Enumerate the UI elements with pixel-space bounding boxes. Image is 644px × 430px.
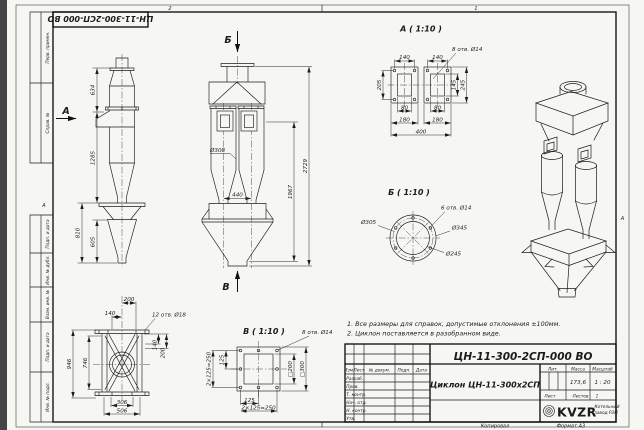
paper: [7, 0, 644, 430]
dim-text: 125: [219, 354, 226, 366]
holes-note: 8 отв. Ø14: [302, 330, 333, 336]
holes-note: 6 отв. Ø14: [441, 205, 472, 212]
doc-number: ЦН-11-300-2СП-000 ВО: [453, 350, 593, 363]
dim-text: 605: [90, 236, 97, 248]
logo-text: KVZR: [557, 404, 597, 420]
sheets-label: Листов: [572, 394, 589, 400]
margin-field-label: Инв. № дубл.: [46, 255, 51, 285]
zone-number-left: 2: [168, 6, 172, 13]
dim-text: 440: [232, 192, 243, 199]
row-razrab: Разраб.: [346, 377, 364, 382]
row-utv: Утв.: [346, 417, 356, 422]
col-podp: Подп.: [397, 368, 411, 374]
dim-text: 810: [75, 227, 82, 239]
scan-edge: [0, 0, 7, 430]
detail-title: Б ( 1:10 ): [388, 188, 430, 197]
company-name-line1: Котельный: [594, 405, 620, 410]
format-label: Формат А3: [556, 423, 586, 430]
dim-text: 80: [433, 105, 442, 112]
row-prov: Пров.: [346, 385, 359, 390]
col-izm: Изм.: [344, 368, 355, 374]
dim-text: 1967: [287, 184, 294, 200]
dim-text: 746: [82, 357, 89, 369]
scale-label: Масштаб: [592, 367, 613, 373]
holes-note: 8 отв. Ø14: [452, 47, 483, 53]
dim-text: 140: [104, 311, 116, 317]
company-name-line2: завод РЭП: [594, 411, 618, 416]
dim-text: Ø245: [446, 251, 462, 258]
dim-text: 2729: [302, 158, 309, 174]
dim-text: 145: [451, 79, 458, 91]
dim-text: 205: [376, 79, 383, 91]
dim-text: 1285: [90, 150, 97, 166]
margin-field-label: Подп. и дата: [46, 219, 51, 249]
margin-field-label: Взам. инв. №: [46, 289, 51, 320]
stamp-doc-number: ЦН-11-300-2СП-000 ВО: [47, 14, 154, 24]
sheets-value: 1: [595, 394, 599, 400]
detail-title: В ( 1:10 ): [243, 327, 285, 336]
col-doc: № докум.: [368, 368, 391, 374]
note-line-1: 1. Все размеры для справок, допустимые отклонения ±100мм.: [347, 320, 561, 328]
margin-field-label: Инв. № подл.: [46, 382, 51, 412]
margin-field-label: Подп. и дата: [46, 332, 51, 362]
copied-label: Копировал: [480, 423, 510, 430]
dim-text: Ø305: [361, 220, 377, 226]
margin-field-label: Справ. №: [46, 112, 51, 134]
dim-text: 140: [432, 55, 443, 61]
col-list: Лист: [353, 368, 365, 374]
inlet-window-left-inner: [221, 115, 230, 128]
col-data: Дата: [415, 368, 428, 374]
dim-text: □300: [299, 361, 306, 377]
row-tkontr: Т. контр.: [346, 393, 367, 398]
dim-text: 634: [90, 84, 97, 96]
dim-text: 200: [160, 347, 167, 359]
zone-number-right: 1: [474, 6, 478, 13]
dim-text: 2×125=250: [241, 405, 276, 412]
dim-text: 200: [123, 296, 135, 303]
view-arrow-label-a: А: [62, 106, 70, 117]
sheet-label: Лист: [544, 394, 556, 400]
scale-value: 1 : 20: [594, 380, 611, 386]
mass-label: Масса: [571, 367, 585, 373]
zone-letter-left: А: [42, 203, 46, 209]
view-arrow-label-v: В: [222, 282, 230, 293]
dim-text: 306: [116, 400, 128, 406]
row-nkontr: Н. контр.: [346, 409, 367, 414]
dim-text: 125: [244, 398, 255, 404]
product-name: Циклон ЦН-11-300х2СП: [429, 380, 541, 390]
detail-title: А ( 1:10 ): [400, 24, 442, 34]
view-arrow-label-b: Б: [224, 35, 232, 46]
dim-text: 80: [400, 105, 409, 112]
dim-text: 245: [460, 79, 467, 91]
dim-text: 140: [399, 55, 410, 61]
dim-text: 180: [399, 117, 410, 124]
dim-text: 400: [415, 129, 427, 136]
dim-text: Ø345: [452, 225, 468, 232]
note-line-2: 2. Циклон поставляется в разобранном виде.: [347, 329, 501, 338]
dim-text: □200: [287, 361, 294, 377]
dim-text-diameter: Ø308: [210, 148, 226, 154]
dim-text: 140: [152, 339, 159, 351]
inlet-window-right-inner: [245, 115, 254, 128]
mass-value: 173,6: [569, 380, 587, 386]
dim-text: 2×125=250: [206, 351, 213, 387]
dim-text: 506: [116, 408, 128, 415]
row-nachotd: Нач. отд.: [346, 401, 367, 406]
margin-field-label: Перв. примен.: [46, 31, 51, 64]
lit-label: Лит.: [548, 367, 558, 373]
holes-note: 12 отв. Ø18: [152, 312, 186, 319]
dim-text: 180: [432, 117, 443, 124]
dim-text: 946: [66, 358, 73, 370]
zone-letter-right: А: [620, 216, 625, 222]
